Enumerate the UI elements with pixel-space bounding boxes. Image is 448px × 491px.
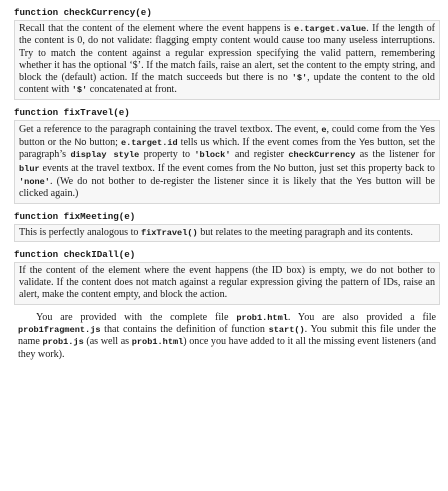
text-run: property to	[139, 149, 195, 161]
code-run: '$'	[71, 85, 88, 96]
code-run: 'block'	[194, 150, 231, 161]
text-run: ) once you have added to it all the missing event listeners (and they work).	[18, 336, 436, 360]
code-run: 'none'	[19, 176, 50, 187]
code-run: prob1fragment.js	[18, 325, 101, 336]
code-run: e.target.id	[120, 138, 178, 149]
text-run: , update the content to the old content with	[19, 72, 435, 96]
text-run: that contains the definition of function	[100, 324, 269, 336]
code-run: checkCurrency	[288, 150, 356, 161]
section-body	[14, 120, 440, 204]
section-check-currency	[14, 7, 440, 100]
text-run: as the listener for	[355, 149, 436, 161]
section-fix-travel	[14, 107, 440, 204]
section-heading: function checkCurrency(e)	[14, 7, 152, 18]
text-run: and register	[230, 149, 289, 161]
text-run: events at the travel textbox. If the event comes from the	[39, 162, 274, 174]
section-body	[14, 262, 440, 305]
code-run: prob1.html	[236, 312, 288, 323]
ui-label-run: Yes	[356, 174, 372, 186]
code-run: start()	[268, 325, 305, 336]
text-run: button, just set this property back to	[285, 162, 435, 174]
text-run: concatenated at front.	[87, 84, 177, 96]
code-run: fixTravel()	[140, 227, 198, 238]
text-run: tells us which. If the event comes from the	[177, 137, 359, 149]
code-run: blur	[19, 163, 40, 174]
closing-paragraph	[14, 312, 440, 361]
section-heading: function fixMeeting(e)	[14, 210, 136, 222]
section-body	[14, 20, 440, 100]
code-run: '$'	[291, 73, 308, 84]
code-run: prob1.html	[131, 337, 184, 348]
text-run: Recall that the content of the element where the event happens is	[19, 23, 294, 34]
code-run: prob1.js	[42, 337, 84, 348]
text-run: If the content of the element where the event happens (the ID box) is empty, we do not bother to validate. If the content does not match against a regular expression giving the pattern of IDs, raise an alert, make the content empty, and block the action.	[19, 264, 435, 301]
ui-label-run: No	[74, 136, 87, 148]
section-body	[14, 224, 440, 242]
text-run: button will be clicked again.)	[19, 175, 435, 200]
text-run: This is perfectly analogous to	[19, 226, 141, 238]
code-run: e.target.value	[294, 24, 367, 34]
text-run: . (We do not bother to de-register the listener since it is likely that the	[49, 175, 357, 187]
ui-label-run: Yes	[358, 136, 375, 148]
text-run: . You are also provided a file	[287, 311, 436, 323]
section-check-id-all	[14, 249, 440, 305]
code-run: display style	[70, 150, 140, 161]
text-run: button, set the paragraph’s	[19, 137, 436, 161]
text-run: but relates to the meeting paragraph and its contents.	[197, 226, 413, 238]
text-run: You are provided with the complete file	[36, 311, 237, 323]
text-run: button or the	[19, 137, 75, 149]
text-run: button;	[86, 137, 121, 149]
text-run: , could come from the	[326, 123, 420, 135]
section-heading: function fixTravel(e)	[14, 106, 130, 118]
section-heading: function checkIDall(e)	[14, 248, 136, 260]
ui-label-run: No	[273, 161, 286, 173]
text-run: . You submit this file under the name	[18, 324, 436, 348]
code-run: e	[321, 124, 327, 135]
ui-label-run: Yes	[419, 122, 435, 134]
text-run: . If the length of the content is 0, do not validate: flagging empty content would cause too many useless interruptions. Try to match the content against a regular expression specifying the valid pattern, remembering whether it has the optional ‘$’. If the match fails, raise an alert, set the content to the empty string, and block the (default) action. If the match succeeds but there is no	[19, 23, 435, 84]
text-run: Get a reference to the paragraph containing the travel textbox. The event,	[19, 123, 322, 135]
section-fix-meeting	[14, 211, 440, 242]
text-run: (as well as	[83, 336, 132, 348]
